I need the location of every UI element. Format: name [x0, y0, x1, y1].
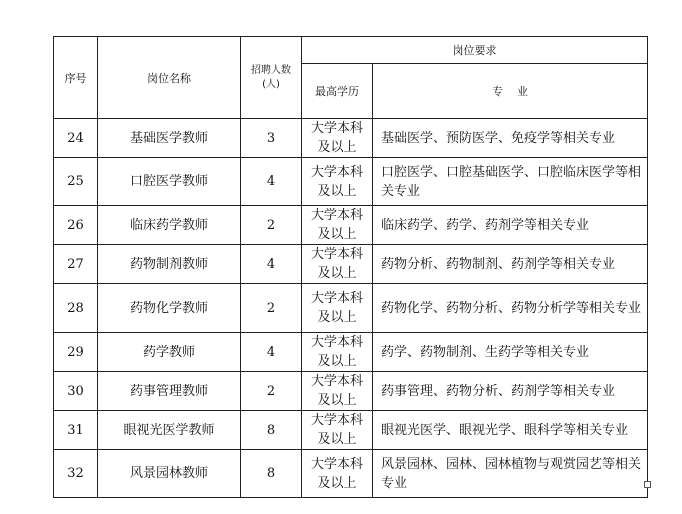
row-position-name: 药物制剂教师	[98, 245, 241, 284]
row-education	[302, 372, 373, 411]
header-hire-count-label: 招聘人数	[251, 64, 291, 76]
row-education-line2: 及以上	[317, 183, 357, 199]
row-major: 药物化学、药物分析、药物分析学等相关专业	[373, 284, 648, 333]
row-education	[302, 284, 373, 333]
header-seq: 序号	[54, 37, 98, 119]
row-education	[302, 119, 373, 158]
row-position-name: 药物化学教师	[98, 284, 241, 333]
row-education	[302, 245, 373, 284]
table-row	[54, 206, 648, 245]
header-education: 最高学历	[302, 64, 373, 119]
row-position-name: 临床药学教师	[98, 206, 241, 245]
row-seq: 25	[54, 158, 98, 206]
row-major: 药物分析、药物制剂、药剂学等相关专业	[373, 245, 648, 284]
table-row	[54, 284, 648, 333]
row-position-name: 药学教师	[98, 333, 241, 372]
row-seq: 32	[54, 450, 98, 498]
table-row	[54, 333, 648, 372]
row-hire-count: 8	[241, 450, 302, 498]
row-education	[302, 411, 373, 450]
row-education-line2: 及以上	[317, 354, 357, 369]
row-major: 基础医学、预防医学、免疫学等相关专业	[373, 119, 648, 158]
row-major: 药学、药物制剂、生药学等相关专业	[373, 333, 648, 372]
row-position-name: 风景园林教师	[98, 450, 241, 498]
row-seq: 29	[54, 333, 98, 372]
table-row	[54, 245, 648, 284]
row-seq: 30	[54, 372, 98, 411]
row-major: 眼视光医学、眼视光学、眼科学等相关专业	[373, 411, 648, 450]
row-education	[302, 333, 373, 372]
row-major: 药事管理、药物分析、药剂学等相关专业	[373, 372, 648, 411]
header-hire-count	[241, 37, 302, 119]
row-position-name: 基础医学教师	[98, 119, 241, 158]
row-education-line2: 及以上	[317, 310, 357, 325]
header-hire-count-unit: (人)	[262, 78, 280, 90]
row-position-name: 眼视光医学教师	[98, 411, 241, 450]
table-row	[54, 450, 648, 498]
row-education-line1: 大学本科	[310, 374, 363, 389]
row-education-line2: 及以上	[317, 475, 357, 491]
row-position-name: 药事管理教师	[98, 372, 241, 411]
header-major: 专 业	[373, 64, 648, 119]
row-hire-count: 4	[241, 333, 302, 372]
row-education-line1: 大学本科	[310, 456, 363, 472]
row-major: 风景园林、园林、园林植物与观赏园艺等相关专业	[373, 450, 648, 498]
row-hire-count: 3	[241, 119, 302, 158]
header-position-name: 岗位名称	[98, 37, 241, 119]
row-seq: 28	[54, 284, 98, 333]
row-seq: 24	[54, 119, 98, 158]
row-major: 口腔医学、口腔基础医学、口腔临床医学等相关专业	[373, 158, 648, 206]
row-education-line2: 及以上	[317, 266, 357, 281]
table-row	[54, 158, 648, 206]
row-hire-count: 2	[241, 206, 302, 245]
row-education	[302, 450, 373, 498]
recruitment-table	[53, 36, 648, 498]
row-education-line1: 大学本科	[310, 208, 363, 223]
row-education-line1: 大学本科	[310, 335, 363, 350]
row-education-line2: 及以上	[317, 432, 357, 447]
row-major: 临床药学、药学、药剂学等相关专业	[373, 206, 648, 245]
row-education-line1: 大学本科	[310, 164, 363, 180]
row-seq: 31	[54, 411, 98, 450]
row-education-line2: 及以上	[317, 393, 357, 408]
header-requirements: 岗位要求	[302, 37, 648, 64]
row-seq: 27	[54, 245, 98, 284]
table-row	[54, 411, 648, 450]
row-hire-count: 2	[241, 372, 302, 411]
row-seq: 26	[54, 206, 98, 245]
table-row	[54, 119, 648, 158]
row-education-line1: 大学本科	[310, 413, 363, 428]
row-education-line1: 大学本科	[310, 247, 363, 262]
row-education	[302, 158, 373, 206]
row-education-line2: 及以上	[317, 140, 357, 155]
row-hire-count: 2	[241, 284, 302, 333]
row-hire-count: 4	[241, 245, 302, 284]
row-education-line1: 大学本科	[310, 291, 363, 306]
table-resize-handle[interactable]	[644, 481, 651, 488]
table-row	[54, 372, 648, 411]
row-hire-count: 4	[241, 158, 302, 206]
row-position-name: 口腔医学教师	[98, 158, 241, 206]
row-education-line1: 大学本科	[310, 121, 363, 136]
row-hire-count: 8	[241, 411, 302, 450]
row-education	[302, 206, 373, 245]
row-education-line2: 及以上	[317, 227, 357, 242]
